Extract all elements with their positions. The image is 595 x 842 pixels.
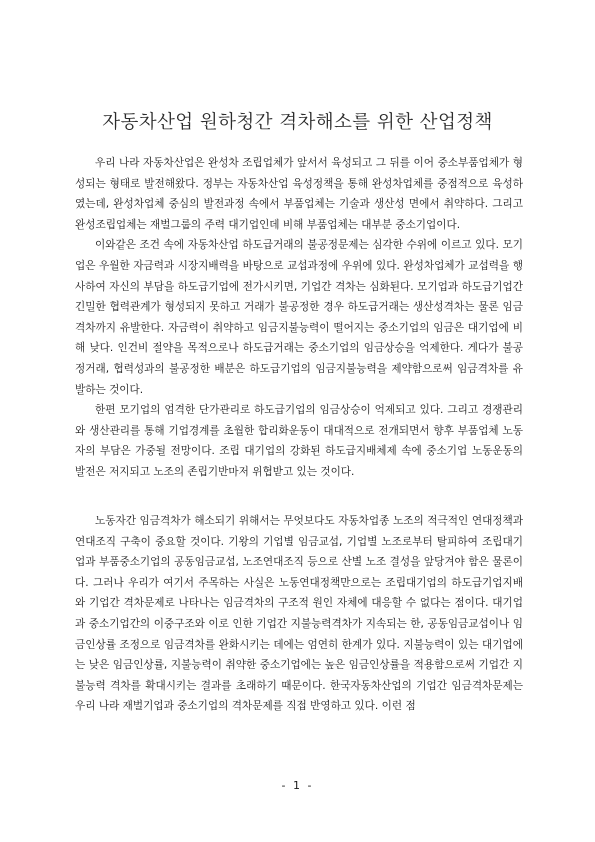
paragraph: 노동자간 임금격차가 해소되기 위해서는 무엇보다도 자동차업종 노조의 적극적인 연대정책과 연대조직 구축이 중요할 것이다. 기왕의 기업별 임금교섭, 기업별 노조로부터 탈피하여 조립대기업과 부품중소기업의 공동임금교섭, 노조연대조직 등으로 산별 노조 결성을 앞당겨야 함은 물론이다. 그러나 우리가 여기서 주목하는 사실은 노동연대정책만으로는 조립대기업의 하도급기업지배와 기업간 격차문제로 나타나는 임금격차의 구조적 원인 자체에 대응할 수 없다는 점이다. 대기업과 중소기업간의 이중구조와 이로 인한 기업간 지불능력격차가 지속되는 한, 공동임금교섭이나 임금인상률 조정으로 임금격차를 완화시키는 데에는 엄연히 한계가 있다. 지불능력이 있는 대기업에는 낮은 임금인상률, 지불능력이 취약한 중소기업에는 높은 임금인상률을 적용함으로써 기업간 지불능력 격차를 확대시키는 결과를 초래하기 때문이다. 한국자동차산업의 기업간 임금격차문제는 우리 나라 재벌기업과 중소기업의 격차문제를 직접 반영하고 있다. 이런 점 [75, 515, 523, 713]
body-section-1 [75, 153, 523, 483]
paragraph: 이와같은 조건 속에 자동차산업 하도급거래의 불공정문제는 심각한 수위에 이르고 있다. 모기업은 우월한 자금력과 시장지배력을 바탕으로 교섭과정에 우위에 있다. 완성차업체가 교섭력을 행사하여 자신의 부담을 하도급기업에 전가시키면, 기업간 격차는 심화된다. 모기업과 하도급기업간 긴밀한 협력관계가 형성되지 못하고 거래가 불공정한 경우 하도급거래는 생산성격차는 물론 임금격차까지 유발한다. 자금력이 취약하고 임금지불능력이 떨어지는 중소기업의 임금은 대기업에 비해 낮다. 인건비 절약을 목적으로나 하도급거래는 중소기업의 임금상승을 억제한다. 게다가 불공정거래, 협력성과의 불공정한 배분은 하도급기업의 임금지불능력을 제약함으로써 임금격차를 유발하는 것이다. [75, 239, 523, 396]
paragraph: 한편 모기업의 엄격한 단가관리로 하도급기업의 임금상승이 억제되고 있다. 그리고 경쟁관리와 생산관리를 통해 기업경계를 초월한 합리화운동이 대대적으로 전개되면서 향후 부품업체 노동자의 부담은 가중될 전망이다. 조립 대기업의 강화된 하도급지배체제 속에 중소기업 노동운동의 발전은 저지되고 노조의 존립기반마저 위협받고 있는 것이다. [75, 404, 523, 478]
page-title: 자동차산업 원하청간 격차해소를 위한 산업정책 [102, 112, 493, 133]
page-number: - 1 - [281, 779, 314, 792]
paragraph: 우리 나라 자동차산업은 완성차 조립업체가 앞서서 육성되고 그 뒤를 이어 중소부품업체가 형성되는 형태로 발전해왔다. 정부는 자동차산업 육성정책을 통해 완성차업체를 중점적으로 육성하였는데, 완성차업체 중심의 발전과정 속에서 부품업체는 기술과 생산성 면에서 취약하다. 그리고 완성조립업체는 재벌그룹의 주력 대기업인데 비해 부품업체는 대부분 중소기업이다. [75, 157, 523, 231]
body-section-2 [75, 511, 523, 717]
